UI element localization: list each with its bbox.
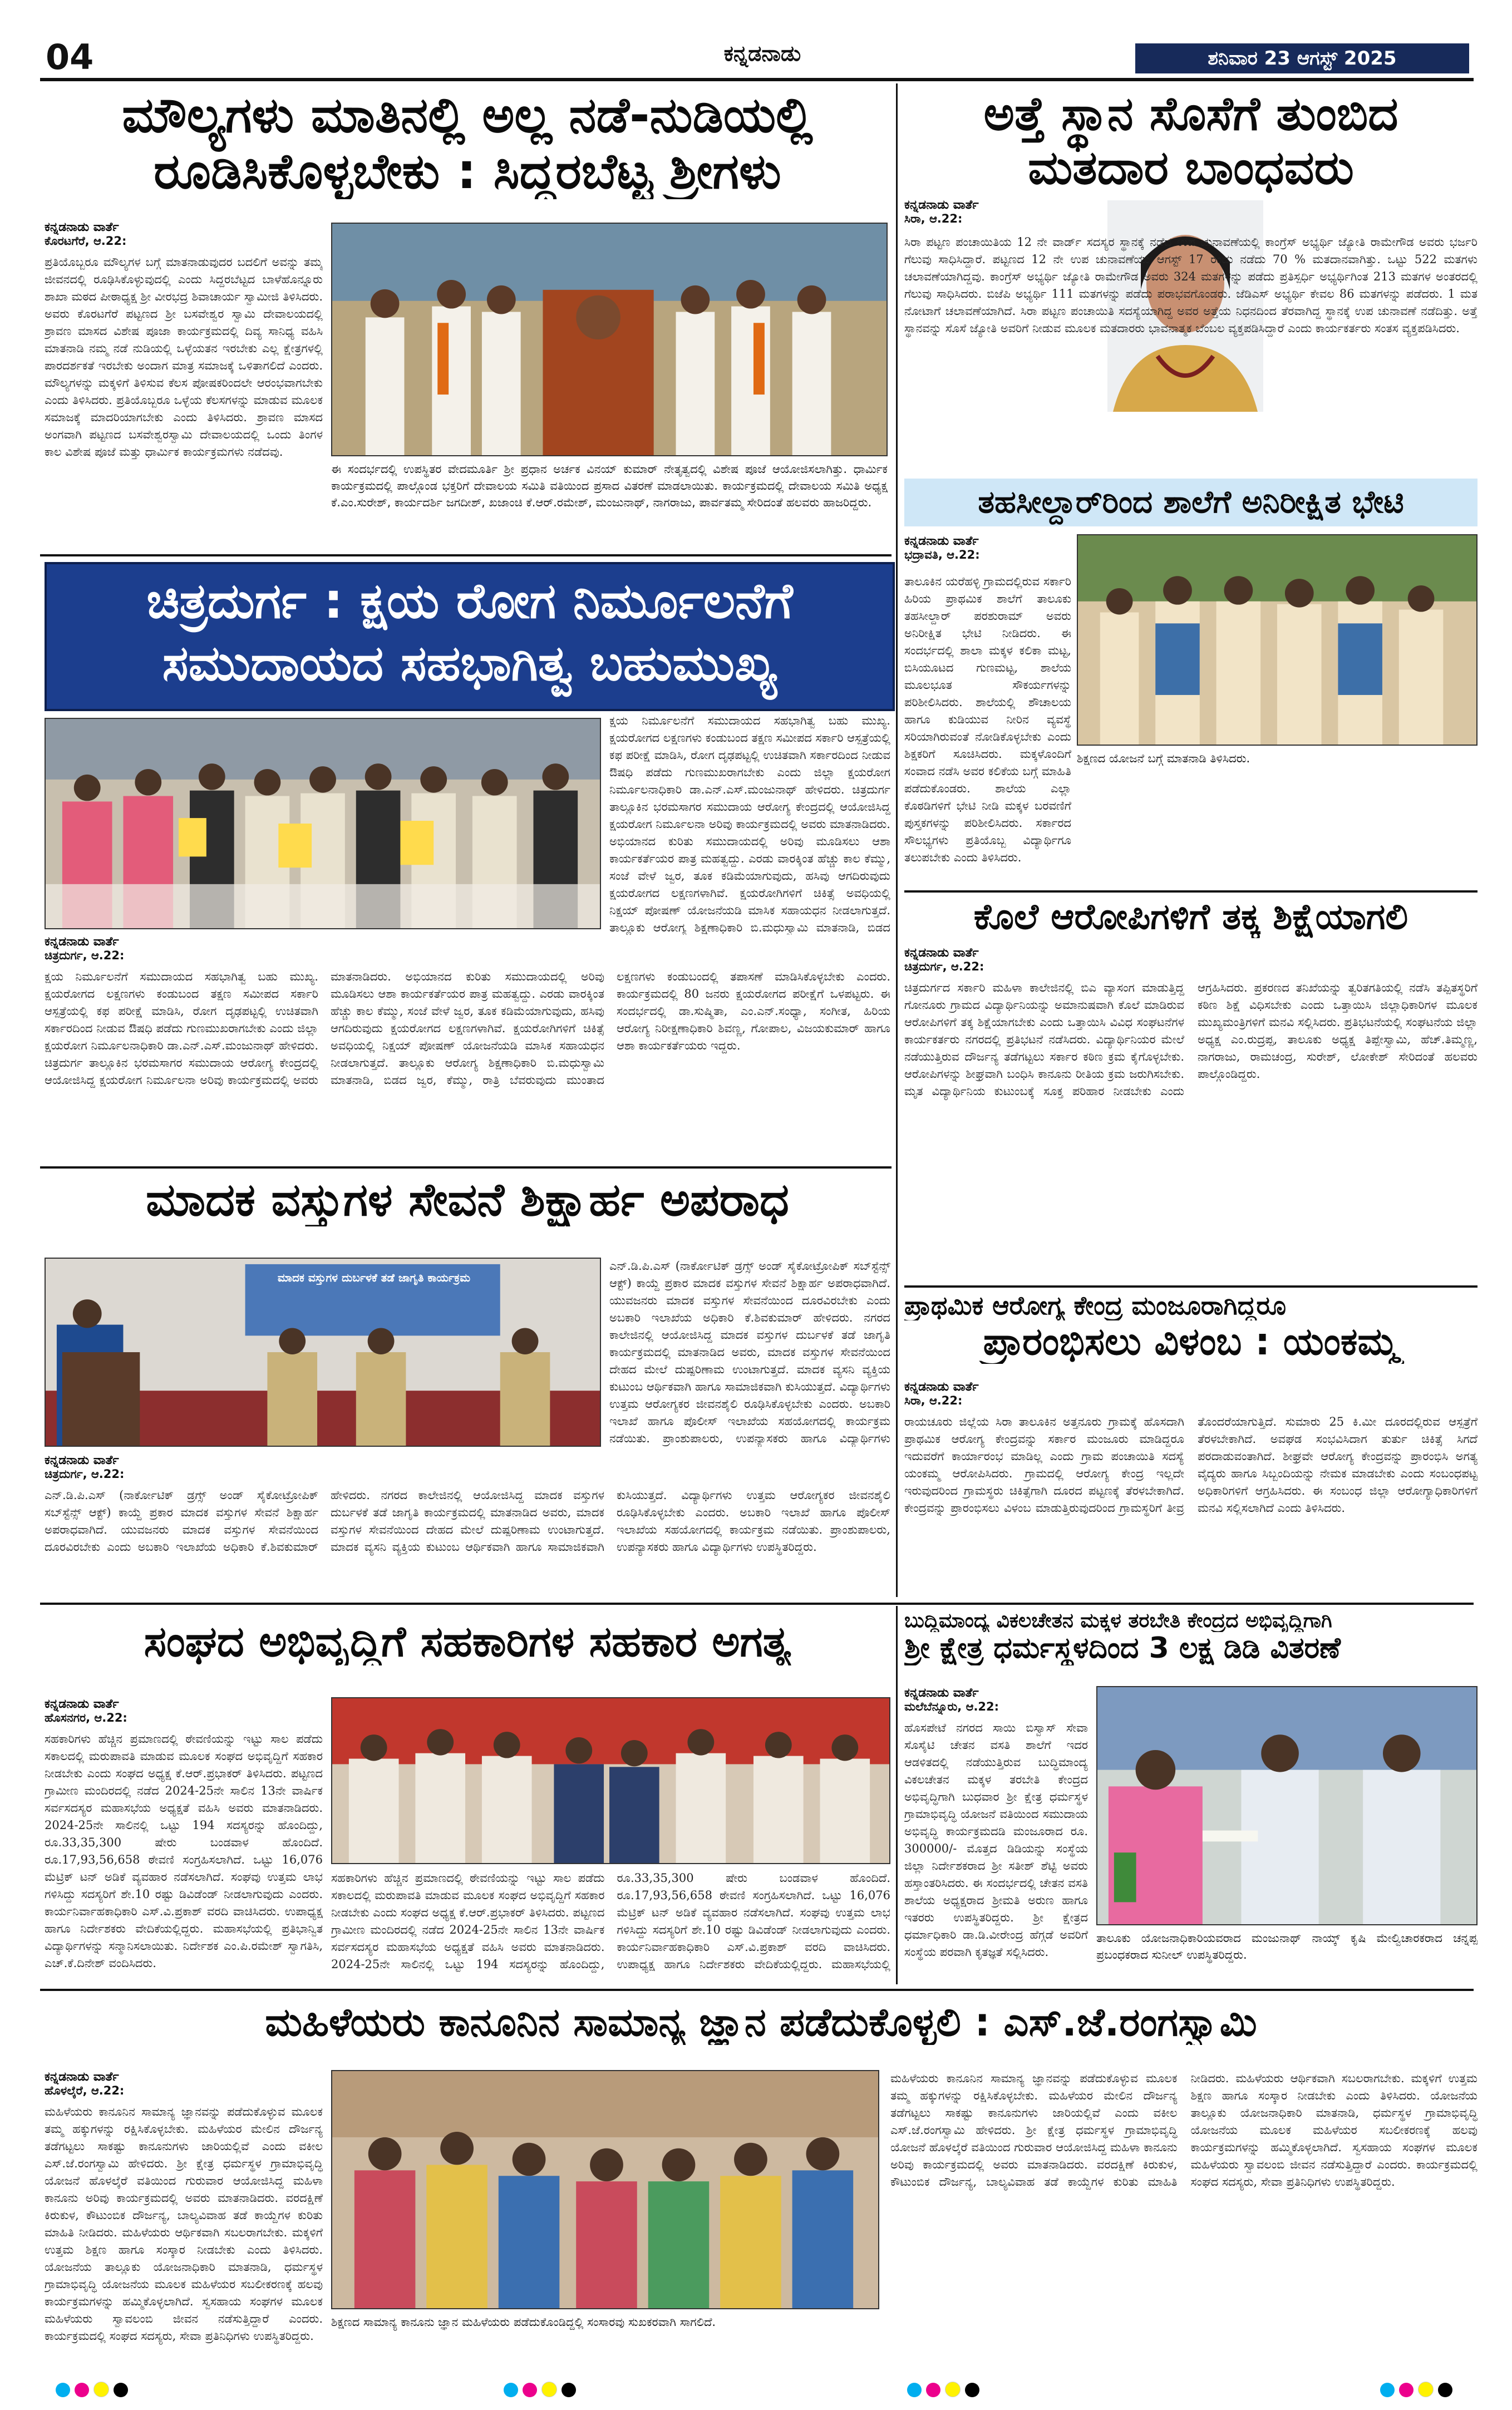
a5-byline: ಕನ್ನಡನಾಡು ವಾರ್ತೆ — [904, 946, 979, 960]
registration-marks-center-left — [504, 2382, 580, 2399]
a8-body-lower: ಸಹಕಾರಿಗಳು ಹೆಚ್ಚಿನ ಪ್ರಮಾಣದಲ್ಲಿ ಠೇವಣಿಯನ್ನು ಇಟ್ಟು ಸಾಲ ಪಡೆದು ಸಕಾಲದಲ್ಲಿ ಮರುಪಾವತಿ ಮಾಡುವ ಮೂಲಕ ಸಂಘದ ಅಭಿವೃದ್ದಿಗೆ ಸಹಕಾರ ನೀಡಬೇಕು ಎಂದು ಸಂಘದ ಅಧ್ಯಕ್ಷ ಕೆ.ಆರ್.ಪ್ರಭಾಕರ್ ತಿಳಿಸಿದರು. ಪಟ್ಟಣದ ಗ್ರಾಮೀಣ ಮಂದಿರದಲ್ಲಿ ನಡೆದ 2024-25ನೇ ಸಾಲಿನ 13ನೇ ವಾರ್ಷಿಕ ಸರ್ವಸದಸ್ಯರ ಮಹಾಸಭೆಯ ಅಧ್ಯಕ್ಷತೆ ವಹಿಸಿ ಅವರು ಮಾತನಾಡಿದರು. 2024-25ನೇ ಸಾಲಿನಲ್ಲಿ ಒಟ್ಟು 194 ಸದಸ್ಯರನ್ನು ಹೊಂದಿದ್ದು, ರೂ.33,35,300 ಷೇರು ಬಂಡವಾಳ ಹೊಂದಿದೆ. ರೂ.17,93,56,658 ಠೇವಣಿ ಸಂಗ್ರಹಿಸಲಾಗಿದೆ. ಒಟ್ಟು 16,076 ಮೆಟ್ರಿಕ್ ಟನ್ ಅಡಿಕೆ ವ್ಯವಹಾರ ನಡೆಸಲಾಗಿದೆ. ಸಂಘವು ಉತ್ತಮ ಲಾಭ ಗಳಿಸಿದ್ದು ಸದಸ್ಯರಿಗೆ ಶೇ.10 ರಷ್ಟು ಡಿವಿಡೆಂಡ್ ನೀಡಲಾಗುವುದು ಎಂದರು. ಕಾರ್ಯನಿರ್ವಾಹಕಾಧಿಕಾರಿ ಎಸ್.ವಿ.ಪ್ರಕಾಶ್ ವರದಿ ವಾಚಿಸಿದರು. ಉಪಾಧ್ಯಕ್ಷ ಹಾಗೂ ನಿರ್ದೇಶಕರು ವೇದಿಕೆಯಲ್ಲಿದ್ದರು. ಮಹಾಸಭೆಯಲ್ಲಿ — [331, 1871, 890, 1971]
a2-headline-line2: ಮತದಾರ ಬಾಂಧವರು — [1028, 140, 1354, 195]
a9-headline — [904, 1609, 1477, 1665]
a4-headline-line1: ಚಿತ್ರದುರ್ಗ : ಕ್ಷಯ ರೋಗ ನಿರ್ಮೂಲನೆಗೆ — [146, 572, 793, 629]
a2-headline-line1: ಅತ್ತೆ ಸ್ಥಾನ ಸೊಸೆಗೆ ತುಂಬಿದ — [983, 87, 1398, 141]
a6-byline: ಕನ್ನಡನಾಡು ವಾರ್ತೆ — [45, 1453, 119, 1467]
section-rule — [904, 1285, 1477, 1288]
header-rule — [40, 78, 1474, 81]
a7-body: ರಾಯಚೂರು ಜಿಲ್ಲೆಯ ಸಿರಾ ತಾಲೂಕಿನ ಅತ್ತನೂರು ಗ್ರಾಮಕ್ಕೆ ಹೊಸದಾಗಿ ಪ್ರಾಥಮಿಕ ಆರೋಗ್ಯ ಕೇಂದ್ರವನ್ನು ಸರ್ಕಾರ ಮಂಜೂರು ಮಾಡಿದ್ದರೂ ಇದುವರೆಗೆ ಕಾರ್ಯಾರಂಭ ಮಾಡಿಲ್ಲ ಎಂದು ಗ್ರಾಮ ಪಂಚಾಯಿತಿ ಸದಸ್ಯೆ ಯಂಕಮ್ಮ ಆರೋಪಿಸಿದರು. ಗ್ರಾಮದಲ್ಲಿ ಆರೋಗ್ಯ ಕೇಂದ್ರ ಇಲ್ಲದೇ ಇರುವುದರಿಂದ ಗ್ರಾಮಸ್ಥರು ಚಿಕಿತ್ಸೆಗಾಗಿ ದೂರದ ಪಟ್ಟಣಕ್ಕೆ ತೆರಳಬೇಕಾಗಿದೆ. ಕೇಂದ್ರವನ್ನು ಪ್ರಾರಂಭಿಸಲು ವಿಳಂಬ ಮಾಡುತ್ತಿರುವುದರಿಂದ ಗ್ರಾಮಸ್ಥರಿಗೆ ತೀವ್ರ ತೊಂದರೆಯಾಗುತ್ತಿದೆ. ಸುಮಾರು 25 ಕಿ.ಮೀ ದೂರದಲ್ಲಿರುವ ಆಸ್ಪತ್ರೆಗೆ ತೆರಳಬೇಕಾಗಿದೆ. ಅವಘಡ ಸಂಭವಿಸಿದಾಗ ತುರ್ತು ಚಿಕಿತ್ಸೆ ಸಿಗದೆ ಪರದಾಡುವಂತಾಗಿದೆ. ಶೀಘ್ರವೇ ಆರೋಗ್ಯ ಕೇಂದ್ರವನ್ನು ಪ್ರಾರಂಭಿಸಿ ಅಗತ್ಯ ವೈದ್ಯರು ಹಾಗೂ ಸಿಬ್ಬಂದಿಯನ್ನು ನೇಮಕ ಮಾಡಬೇಕು ಎಂದು ಸಂಬಂಧಪಟ್ಟ ಅಧಿಕಾರಿಗಳಿಗೆ ಆಗ್ರಹಿಸಿದರು. ಈ ಸಂಬಂಧ ಜಿಲ್ಲಾ ಆರೋಗ್ಯಾಧಿಕಾರಿಗಳಿಗೆ ಮನವಿ ಸಲ್ಲಿಸಲಾಗಿದೆ ಎಂದು ತಿಳಿಸಿದರು. — [904, 1415, 1477, 1515]
a2-body: ಸಿರಾ ಪಟ್ಟಣ ಪಂಚಾಯಿತಿಯ 12 ನೇ ವಾರ್ಡ್ ಸದಸ್ಯರ ಸ್ಥಾನಕ್ಕೆ ನಡೆದ ಉಪ ಚುನಾವಣೆಯಲ್ಲಿ ಕಾಂಗ್ರೆಸ್ ಅಭ್ಯರ್ಥಿ ಜ್ಯೋತಿ ರಾಮೇಗೌಡ ಅವರು ಭರ್ಜರಿ ಗೆಲುವು ಸಾಧಿಸಿದ್ದಾರೆ. ಪಟ್ಟಣದ 12 ನೇ ಉಪ ಚುನಾವಣೆಯು ಆಗಸ್ಟ್ 17 ರಂದು ನಡೆದು 70 % ಮತದಾನವಾಗಿತ್ತು. ಒಟ್ಟು 522 ಮತಗಳು ಚಲಾವಣೆಯಾಗಿದ್ದವು. ಕಾಂಗ್ರೆಸ್ ಅಭ್ಯರ್ಥಿ ಜ್ಯೋತಿ ರಾಮೇಗೌಡ ಅವರು 324 ಮತಗಳನ್ನು ಪಡೆದು ಪ್ರತಿಸ್ಪರ್ಧಿ ಅಭ್ಯರ್ಥಿಗಿಂತ 213 ಮತಗಳ ಅಂತರದಲ್ಲಿ ಗೆಲುವು ಸಾಧಿಸಿದರು. ಬಿಜೆಪಿ ಅಭ್ಯರ್ಥಿ 111 ಮತಗಳನ್ನು ಪಡೆದು ಪರಾಭವಗೊಂಡರು. ಜೆಡಿಎಸ್ ಅಭ್ಯರ್ಥಿ ಕೇವಲ 86 ಮತಗಳನ್ನು ಪಡೆದರು. 1 ಮತ ನೋಟಾಗೆ ಚಲಾವಣೆಯಾಗಿದೆ. ಸಿರಾ ಪಟ್ಟಣ ಪಂಚಾಯಿತಿ ಸದಸ್ಯೆಯಾಗಿದ್ದ ಅವರ ಅತ್ತೆಯ ನಿಧನದಿಂದ ತೆರವಾಗಿದ್ದ ಸ್ಥಾನಕ್ಕೆ ಉಪ ಚುನಾವಣೆ ನಡೆದಿತ್ತು. ಅತ್ತೆ ಸ್ಥಾನವನ್ನು ಸೊಸೆ ಜ್ಯೋತಿ ಅವರಿಗೆ ನೀಡುವ ಮೂಲಕ ಮತದಾರರು ಭಾವನಾತ್ಮಕ ಬೆಂಬಲ ವ್ಯಕ್ತಪಡಿಸಿದ್ದಾರೆ ಎಂದು ಕಾರ್ಯಕರ್ತರು ಸಂತಸ ವ್ಯಕ್ತಪಡಿಸಿದರು. — [904, 235, 1477, 335]
a10-byline-block — [45, 2070, 323, 2098]
cyan-dot — [56, 2383, 70, 2397]
a8-headline: ಸಂಘದ ಅಭಿವೃದ್ದಿಗೆ ಸಹಕಾರಿಗಳ ಸಹಕಾರ ಅಗತ್ಯ — [144, 1617, 791, 1666]
a6-photo — [45, 1258, 601, 1447]
a3-dateline: ಭದ್ರಾವತಿ, ಆ.22: — [904, 548, 980, 561]
a8-byline: ಕನ್ನಡನಾಡು ವಾರ್ತೆ — [45, 1697, 119, 1711]
a6-byline-block — [45, 1453, 245, 1481]
yellow-dot — [93, 2382, 109, 2397]
a5-headline: ಕೊಲೆ ಆರೋಪಿಗಳಿಗೆ ತಕ್ಕ ಶಿಕ್ಷೆಯಾಗಲಿ — [973, 897, 1408, 938]
a3-headline-band — [904, 479, 1477, 526]
masthead: ಕನ್ನಡನಾಡು — [723, 41, 801, 66]
section-rule — [40, 554, 892, 556]
a3-body: ತಾಲೂಕಿನ ಯರೆಹಳ್ಳಿ ಗ್ರಾಮದಲ್ಲಿರುವ ಸರ್ಕಾರಿ ಹಿರಿಯ ಪ್ರಾಥಮಿಕ ಶಾಲೆಗೆ ತಾಲೂಕು ತಹಸೀಲ್ದಾರ್ ಪರಶುರಾಮ್ ಅವರು ಅನಿರೀಕ್ಷಿತ ಭೇಟಿ ನೀಡಿದರು. ಈ ಸಂದರ್ಭದಲ್ಲಿ ಶಾಲಾ ಮಕ್ಕಳ ಕಲಿಕಾ ಮಟ್ಟ, ಬಿಸಿಯೂಟದ ಗುಣಮಟ್ಟ, ಶಾಲೆಯ ಮೂಲಭೂತ ಸೌಕರ್ಯಗಳನ್ನು ಪರಿಶೀಲಿಸಿದರು. ಶಾಲೆಯಲ್ಲಿ ಶೌಚಾಲಯ ಹಾಗೂ ಕುಡಿಯುವ ನೀರಿನ ವ್ಯವಸ್ಥೆ ಸರಿಯಾಗಿರುವಂತೆ ನೋಡಿಕೊಳ್ಳಬೇಕು ಎಂದು ಶಿಕ್ಷಕರಿಗೆ ಸೂಚಿಸಿದರು. ಮಕ್ಕಳೊಂದಿಗೆ ಸಂವಾದ ನಡೆಸಿ ಅವರ ಕಲಿಕೆಯ ಬಗ್ಗೆ ಮಾಹಿತಿ ಪಡೆದುಕೊಂಡರು. ಶಾಲೆಯ ಎಲ್ಲಾ ಕೊಠಡಿಗಳಿಗೆ ಭೇಟಿ ನೀಡಿ ಮಕ್ಕಳ ಬರವಣಿಗೆ ಪುಸ್ತಕಗಳನ್ನು ಪರಿಶೀಲಿಸಿದರು. ಸರ್ಕಾರದ ಸೌಲಭ್ಯಗಳು ಪ್ರತಿಯೊಬ್ಬ ವಿದ್ಯಾರ್ಥಿಗೂ ತಲುಪಬೇಕು ಎಂದು ತಿಳಿಸಿದರು. — [904, 575, 1071, 864]
a1-body: ಪ್ರತಿಯೊಬ್ಬರೂ ಮೌಲ್ಯಗಳ ಬಗ್ಗೆ ಮಾತನಾಡುವುದರ ಬದಲಿಗೆ ಅವನ್ನು ತಮ್ಮ ಜೀವನದಲ್ಲಿ ರೂಢಿಸಿಕೊಳ್ಳುವುದಲ್ಲಿ ಎಂದು ಸಿದ್ದರಬೆಟ್ಟದ ಬಾಳೆಹೊನ್ನೂರು ಶಾಖಾ ಮಠದ ಪೀಠಾಧ್ಯಕ್ಷ ಶ್ರೀ ವೀರಭದ್ರ ಶಿವಾಚಾರ್ಯ ಸ್ವಾಮೀಜಿ ತಿಳಿಸಿದರು. ಅವರು ಕೊರಟಗೆರೆ ಪಟ್ಟಣದ ಶ್ರೀ ಬಸವೇಶ್ವರ ಸ್ವಾಮಿ ದೇವಾಲಯದಲ್ಲಿ ಶ್ರಾವಣ ಮಾಸದ ವಿಶೇಷ ಪೂಜಾ ಕಾರ್ಯಕ್ರಮದಲ್ಲಿ ದಿವ್ಯ ಸಾನಿಧ್ಯ ವಹಿಸಿ ಮಾತನಾಡಿ ನಮ್ಮ ನಡೆ ನುಡಿಯಲ್ಲಿ ಒಳ್ಳೆಯತನ ಇರಬೇಕು ಎಲ್ಲ ಕ್ಷೇತ್ರಗಳಲ್ಲಿ ಪಾರದರ್ಶಕತೆ ಇರಬೇಕು ಅಂದಾಗ ಮಾತ್ರ ಸಮಾಜಕ್ಕೆ ಒಳಿತಾಗಲಿದೆ ಎಂದರು. ಮೌಲ್ಯಗಳನ್ನು ಮಕ್ಕಳಿಗೆ ತಿಳಿಸುವ ಕೆಲಸ ಪೋಷಕರಿಂದಲೇ ಆರಂಭವಾಗಬೇಕು ಎಂದು ತಿಳಿಸಿದರು. ಪ್ರತಿಯೊಬ್ಬರೂ ಒಳ್ಳೆಯ ಕೆಲಸಗಳನ್ನು ಮಾಡುವ ಮೂಲಕ ಸಮಾಜಕ್ಕೆ ಮಾದರಿಯಾಗಬೇಕು ಎಂದು ತಿಳಿಸಿದರು. ಶ್ರಾವಣ ಮಾಸದ ಅಂಗವಾಗಿ ಪಟ್ಟಣದ ಬಸವೇಶ್ವರಸ್ವಾಮಿ ದೇವಾಲಯದಲ್ಲಿ ಒಂದು ತಿಂಗಳ ಕಾಲ ವಿಶೇಷ ಪೂಜೆ ಮತ್ತು ಧಾರ್ಮಿಕ ಕಾರ್ಯಕ್ರಮಗಳು ನಡೆದವು. — [45, 255, 323, 459]
magenta-dot — [1399, 2383, 1414, 2397]
a3-headline: ತಹಸೀಲ್ದಾರ್‌ರಿಂದ ಶಾಲೆಗೆ ಅನಿರೀಕ್ಷಿತ ಭೇಟಿ — [978, 484, 1404, 520]
a10-photo — [331, 2070, 879, 2309]
a7-dateline: ಸಿರಾ, ಆ.22: — [904, 1394, 963, 1407]
section-rule — [904, 890, 1477, 893]
a3-photo — [1077, 534, 1477, 746]
column-divider — [896, 83, 898, 1597]
a7-headline-line2: ಪ್ರಾರಂಭಿಸಲು ವಿಳಂಬ : ಯಂಕಮ್ಮ — [983, 1320, 1399, 1364]
a7-headline — [904, 1291, 1477, 1364]
registration-marks-right — [1380, 2382, 1457, 2399]
registration-marks-left — [56, 2382, 132, 2399]
a2-dateline: ಸಿರಾ, ಆ.22: — [904, 212, 963, 225]
a1-photo — [331, 223, 888, 456]
registration-marks-center-right — [907, 2382, 984, 2399]
a1-dateline: ಕೊರಟಗೆರೆ, ಆ.22: — [45, 234, 127, 248]
section-rule — [40, 1166, 892, 1169]
a4-body-side: ಕ್ಷಯ ನಿರ್ಮೂಲನೆಗೆ ಸಮುದಾಯದ ಸಹಭಾಗಿತ್ವ ಬಹು ಮುಖ್ಯ. ಕ್ಷಯರೋಗದ ಲಕ್ಷಣಗಳು ಕಂಡುಬಂದ ತಕ್ಷಣ ಸಮೀಪದ ಸರ್ಕಾರಿ ಆಸ್ಪತ್ರೆಯಲ್ಲಿ ಕಫ ಪರೀಕ್ಷೆ ಮಾಡಿಸಿ, ರೋಗ ದೃಢಪಟ್ಟಲ್ಲಿ ಉಚಿತವಾಗಿ ಸರ್ಕಾರದಿಂದ ನೀಡುವ ಔಷಧಿ ಪಡೆದು ಗುಣಮುಖರಾಗಬೇಕು ಎಂದು ಜಿಲ್ಲಾ ಕ್ಷಯರೋಗ ನಿರ್ಮೂಲನಾಧಿಕಾರಿ ಡಾ.ಎನ್.ಎಸ್.ಮಂಜುನಾಥ್ ಹೇಳಿದರು. ಚಿತ್ರದುರ್ಗ ತಾಲ್ಲೂಕಿನ ಭರಮಸಾಗರ ಸಮುದಾಯ ಆರೋಗ್ಯ ಕೇಂದ್ರದಲ್ಲಿ ಆಯೋಜಿಸಿದ್ದ ಕ್ಷಯರೋಗ ನಿರ್ಮೂಲನಾ ಅರಿವು ಕಾರ್ಯಕ್ರಮದಲ್ಲಿ ಅವರು ಮಾತನಾಡಿದರು. ಅಭಿಯಾನದ ಕುರಿತು ಸಮುದಾಯದಲ್ಲಿ ಅರಿವು ಮೂಡಿಸಲು ಆಶಾ ಕಾರ್ಯಕರ್ತೆಯರ ಪಾತ್ರ ಮಹತ್ವದ್ದು. ಎರಡು ವಾರಕ್ಕಿಂತ ಹೆಚ್ಚು ಕಾಲ ಕೆಮ್ಮು, ಸಂಜೆ ವೇಳೆ ಜ್ವರ, ತೂಕ ಕಡಿಮೆಯಾಗುವುದು, ಹಸಿವು ಆಗದಿರುವುದು ಕ್ಷಯರೋಗದ ಲಕ್ಷಣಗಳಾಗಿವೆ. ಕ್ಷಯರೋಗಿಗಳಿಗೆ ಚಿಕಿತ್ಸೆ ಅವಧಿಯಲ್ಲಿ ನಿಕ್ಷಯ್ ಪೋಷಣ್ ಯೋಜನೆಯಡಿ ಮಾಸಿಕ ಸಹಾಯಧನ ನೀಡಲಾಗುತ್ತದೆ. ತಾಲ್ಲೂಕು ಆರೋಗ್ಯ ಶಿಕ್ಷಣಾಧಿಕಾರಿ ಬಿ.ಮಧುಸ್ವಾಮಿ ಮಾತನಾಡಿ, ಬಿಡದ — [609, 714, 890, 934]
cyan-dot — [907, 2383, 922, 2397]
black-dot — [965, 2383, 979, 2397]
a10-headline: ಮಹಿಳೆಯರು ಕಾನೂನಿನ ಸಾಮಾನ್ಯ ಜ್ಞಾನ ಪಡೆದುಕೊಳ್ಳಲಿ : ಎಸ್.ಜೆ.ರಂಗಸ್ವಾಮಿ — [265, 2000, 1257, 2045]
a7-headline-line1: ಪ್ರಾಥಮಿಕ ಆರೋಗ್ಯ ಕೇಂದ್ರ ಮಂಜೂರಾಗಿದ್ದರೂ — [904, 1291, 1287, 1320]
a4-body: ಕ್ಷಯ ನಿರ್ಮೂಲನೆಗೆ ಸಮುದಾಯದ ಸಹಭಾಗಿತ್ವ ಬಹು ಮುಖ್ಯ. ಕ್ಷಯರೋಗದ ಲಕ್ಷಣಗಳು ಕಂಡುಬಂದ ತಕ್ಷಣ ಸಮೀಪದ ಸರ್ಕಾರಿ ಆಸ್ಪತ್ರೆಯಲ್ಲಿ ಕಫ ಪರೀಕ್ಷೆ ಮಾಡಿಸಿ, ರೋಗ ದೃಢಪಟ್ಟಲ್ಲಿ ಉಚಿತವಾಗಿ ಸರ್ಕಾರದಿಂದ ನೀಡುವ ಔಷಧಿ ಪಡೆದು ಗುಣಮುಖರಾಗಬೇಕು ಎಂದು ಜಿಲ್ಲಾ ಕ್ಷಯರೋಗ ನಿರ್ಮೂಲನಾಧಿಕಾರಿ ಡಾ.ಎನ್.ಎಸ್.ಮಂಜುನಾಥ್ ಹೇಳಿದರು. ಚಿತ್ರದುರ್ಗ ತಾಲ್ಲೂಕಿನ ಭರಮಸಾಗರ ಸಮುದಾಯ ಆರೋಗ್ಯ ಕೇಂದ್ರದಲ್ಲಿ ಆಯೋಜಿಸಿದ್ದ ಕ್ಷಯರೋಗ ನಿರ್ಮೂಲನಾ ಅರಿವು ಕಾರ್ಯಕ್ರಮದಲ್ಲಿ ಅವರು ಮಾತನಾಡಿದರು. ಅಭಿಯಾನದ ಕುರಿತು ಸಮುದಾಯದಲ್ಲಿ ಅರಿವು ಮೂಡಿಸಲು ಆಶಾ ಕಾರ್ಯಕರ್ತೆಯರ ಪಾತ್ರ ಮಹತ್ವದ್ದು. ಎರಡು ವಾರಕ್ಕಿಂತ ಹೆಚ್ಚು ಕಾಲ ಕೆಮ್ಮು, ಸಂಜೆ ವೇಳೆ ಜ್ವರ, ತೂಕ ಕಡಿಮೆಯಾಗುವುದು, ಹಸಿವು ಆಗದಿರುವುದು ಕ್ಷಯರೋಗದ ಲಕ್ಷಣಗಳಾಗಿವೆ. ಕ್ಷಯರೋಗಿಗಳಿಗೆ ಚಿಕಿತ್ಸೆ ಅವಧಿಯಲ್ಲಿ ನಿಕ್ಷಯ್ ಪೋಷಣ್ ಯೋಜನೆಯಡಿ ಮಾಸಿಕ ಸಹಾಯಧನ ನೀಡಲಾಗುತ್ತದೆ. ತಾಲ್ಲೂಕು ಆರೋಗ್ಯ ಶಿಕ್ಷಣಾಧಿಕಾರಿ ಬಿ.ಮಧುಸ್ವಾಮಿ ಮಾತನಾಡಿ, ಬಿಡದ ಜ್ವರ, ಕೆಮ್ಮು, ರಾತ್ರಿ ಬೆವರುವುದು ಮುಂತಾದ ಲಕ್ಷಣಗಳು ಕಂಡುಬಂದಲ್ಲಿ ತಪಾಸಣೆ ಮಾಡಿಸಿಕೊಳ್ಳಬೇಕು ಎಂದರು. ಕಾರ್ಯಕ್ರಮದಲ್ಲಿ 80 ಜನರು ಕ್ಷಯರೋಗದ ಪರೀಕ್ಷೆಗೆ ಒಳಪಟ್ಟರು. ಈ ಸಂದರ್ಭದಲ್ಲಿ ಡಾ.ಸುಷ್ಮಿತಾ, ಎಂ.ಎನ್.ಸಂಧ್ಯಾ, ಸಂಗೀತ, ಹಿರಿಯ ಆರೋಗ್ಯ ನಿರೀಕ್ಷಣಾಧಿಕಾರಿ ಶಿವಣ್ಣ, ಗೋಪಾಲ, ವಿಜಯಕುಮಾರ್ ಹಾಗೂ ಆಶಾ ಕಾರ್ಯಕರ್ತೆಯರು ಇದ್ದರು. — [45, 970, 890, 1087]
a6-dateline: ಚಿತ್ರದುರ್ಗ, ಆ.22: — [45, 1467, 125, 1481]
magenta-dot — [523, 2383, 537, 2397]
a10-body: ಮಹಿಳೆಯರು ಕಾನೂನಿನ ಸಾಮಾನ್ಯ ಜ್ಞಾನವನ್ನು ಪಡೆದುಕೊಳ್ಳುವ ಮೂಲಕ ತಮ್ಮ ಹಕ್ಕುಗಳನ್ನು ರಕ್ಷಿಸಿಕೊಳ್ಳಬೇಕು. ಮಹಿಳೆಯರ ಮೇಲಿನ ದೌರ್ಜನ್ಯ ತಡೆಗಟ್ಟಲು ಸಾಕಷ್ಟು ಕಾನೂನುಗಳು ಜಾರಿಯಲ್ಲಿವೆ ಎಂದು ವಕೀಲ ಎಸ್.ಜೆ.ರಂಗಸ್ವಾಮಿ ಹೇಳಿದರು. ಶ್ರೀ ಕ್ಷೇತ್ರ ಧರ್ಮಸ್ಥಳ ಗ್ರಾಮಾಭಿವೃದ್ಧಿ ಯೋಜನೆ ಹೊಳಲ್ಕೆರೆ ವತಿಯಿಂದ ಗುರುವಾರ ಆಯೋಜಿಸಿದ್ದ ಮಹಿಳಾ ಕಾನೂನು ಅರಿವು ಕಾರ್ಯಕ್ರಮದಲ್ಲಿ ಅವರು ಮಾತನಾಡಿದರು. ವರದಕ್ಷಿಣೆ ಕಿರುಕುಳ, ಕೌಟುಂಬಿಕ ದೌರ್ಜನ್ಯ, ಬಾಲ್ಯವಿವಾಹ ತಡೆ ಕಾಯ್ದೆಗಳ ಕುರಿತು ಮಾಹಿತಿ ನೀಡಿದರು. ಮಹಿಳೆಯರು ಆರ್ಥಿಕವಾಗಿ ಸಬಲರಾಗಬೇಕು. ಮಕ್ಕಳಿಗೆ ಉತ್ತಮ ಶಿಕ್ಷಣ ಹಾಗೂ ಸಂಸ್ಕಾರ ನೀಡಬೇಕು ಎಂದು ತಿಳಿಸಿದರು. ಯೋಜನೆಯ ತಾಲ್ಲೂಕು ಯೋಜನಾಧಿಕಾರಿ ಮಾತನಾಡಿ, ಧರ್ಮಸ್ಥಳ ಗ್ರಾಮಾಭಿವೃದ್ಧಿ ಯೋಜನೆಯ ಮೂಲಕ ಮಹಿಳೆಯರ ಸಬಲೀಕರಣಕ್ಕೆ ಹಲವು ಕಾರ್ಯಕ್ರಮಗಳನ್ನು ಹಮ್ಮಿಕೊಳ್ಳಲಾಗಿದೆ. ಸ್ವಸಹಾಯ ಸಂಘಗಳ ಮೂಲಕ ಮಹಿಳೆಯರು ಸ್ವಾವಲಂಬಿ ಜೀವನ ನಡೆಸುತ್ತಿದ್ದಾರೆ ಎಂದರು. ಕಾರ್ಯಕ್ರಮದಲ್ಲಿ ಸಂಘದ ಸದಸ್ಯರು, ಸೇವಾ ಪ್ರತಿನಿಧಿಗಳು ಉಪಸ್ಥಿತರಿದ್ದರು. — [45, 2105, 323, 2343]
a3-byline-block — [904, 534, 1071, 562]
section-rule — [40, 1603, 1474, 1605]
cyan-dot — [504, 2383, 518, 2397]
a9-headline-line2: ಶ್ರೀ ಕ್ಷೇತ್ರ ಧರ್ಮಸ್ಥಳದಿಂದ 3 ಲಕ್ಷ ಡಿಡಿ ವಿತರಣೆ — [904, 1632, 1341, 1665]
a10-body-right: ಮಹಿಳೆಯರು ಕಾನೂನಿನ ಸಾಮಾನ್ಯ ಜ್ಞಾನವನ್ನು ಪಡೆದುಕೊಳ್ಳುವ ಮೂಲಕ ತಮ್ಮ ಹಕ್ಕುಗಳನ್ನು ರಕ್ಷಿಸಿಕೊಳ್ಳಬೇಕು. ಮಹಿಳೆಯರ ಮೇಲಿನ ದೌರ್ಜನ್ಯ ತಡೆಗಟ್ಟಲು ಸಾಕಷ್ಟು ಕಾನೂನುಗಳು ಜಾರಿಯಲ್ಲಿವೆ ಎಂದು ವಕೀಲ ಎಸ್.ಜೆ.ರಂಗಸ್ವಾಮಿ ಹೇಳಿದರು. ಶ್ರೀ ಕ್ಷೇತ್ರ ಧರ್ಮಸ್ಥಳ ಗ್ರಾಮಾಭಿವೃದ್ಧಿ ಯೋಜನೆ ಹೊಳಲ್ಕೆರೆ ವತಿಯಿಂದ ಗುರುವಾರ ಆಯೋಜಿಸಿದ್ದ ಮಹಿಳಾ ಕಾನೂನು ಅರಿವು ಕಾರ್ಯಕ್ರಮದಲ್ಲಿ ಅವರು ಮಾತನಾಡಿದರು. ವರದಕ್ಷಿಣೆ ಕಿರುಕುಳ, ಕೌಟುಂಬಿಕ ದೌರ್ಜನ್ಯ, ಬಾಲ್ಯವಿವಾಹ ತಡೆ ಕಾಯ್ದೆಗಳ ಕುರಿತು ಮಾಹಿತಿ ನೀಡಿದರು. ಮಹಿಳೆಯರು ಆರ್ಥಿಕವಾಗಿ ಸಬಲರಾಗಬೇಕು. ಮಕ್ಕಳಿಗೆ ಉತ್ತಮ ಶಿಕ್ಷಣ ಹಾಗೂ ಸಂಸ್ಕಾರ ನೀಡಬೇಕು ಎಂದು ತಿಳಿಸಿದರು. ಯೋಜನೆಯ ತಾಲ್ಲೂಕು ಯೋಜನಾಧಿಕಾರಿ ಮಾತನಾಡಿ, ಧರ್ಮಸ್ಥಳ ಗ್ರಾಮಾಭಿವೃದ್ಧಿ ಯೋಜನೆಯ ಮೂಲಕ ಮಹಿಳೆಯರ ಸಬಲೀಕರಣಕ್ಕೆ ಹಲವು ಕಾರ್ಯಕ್ರಮಗಳನ್ನು ಹಮ್ಮಿಕೊಳ್ಳಲಾಗಿದೆ. ಸ್ವಸಹಾಯ ಸಂಘಗಳ ಮೂಲಕ ಮಹಿಳೆಯರು ಸ್ವಾವಲಂಬಿ ಜೀವನ ನಡೆಸುತ್ತಿದ್ದಾರೆ ಎಂದರು. ಕಾರ್ಯಕ್ರಮದಲ್ಲಿ ಸಂಘದ ಸದಸ್ಯರು, ಸೇವಾ ಪ್ರತಿನಿಧಿಗಳು ಉಪಸ್ಥಿತರಿದ್ದರು. — [890, 2072, 1477, 2189]
a9-headline-line1: ಬುದ್ಧಿಮಾಂದ್ಯ ವಿಕಲಚೇತನ ಮಕ್ಕಳ ತರಬೇತಿ ಕೇಂದ್ರದ ಅಭಿವೃದ್ಧಿಗಾಗಿ — [904, 1609, 1332, 1632]
a2-byline: ಕನ್ನಡನಾಡು ವಾರ್ತೆ — [904, 198, 979, 212]
a3-caption: ಶಿಕ್ಷಣದ ಯೋಜನೆ ಬಗ್ಗೆ ಮಾತನಾಡಿ ತಿಳಿಸಿದರು. — [1077, 752, 1250, 765]
a6-body-side: ಎನ್.ಡಿ.ಪಿ.ಎಸ್ (ನಾರ್ಕೋಟಿಕ್ ಡ್ರಗ್ಸ್ ಅಂಡ್ ಸೈಕೋಟ್ರೋಪಿಕ್ ಸಬ್‌ಸ್ಟೆನ್ಸ್ ಆಕ್ಟ್) ಕಾಯ್ದೆ ಪ್ರಕಾರ ಮಾದಕ ವಸ್ತುಗಳ ಸೇವನೆ ಶಿಕ್ಷಾರ್ಹ ಅಪರಾಧವಾಗಿದೆ. ಯುವಜನರು ಮಾದಕ ವಸ್ತುಗಳ ಸೇವನೆಯಿಂದ ದೂರವಿರಬೇಕು ಎಂದು ಅಬಕಾರಿ ಇಲಾಖೆಯ ಅಧಿಕಾರಿ ಕೆ.ಶಿವಕುಮಾರ್ ಹೇಳಿದರು. ನಗರದ ಕಾಲೇಜಿನಲ್ಲಿ ಆಯೋಜಿಸಿದ್ದ ಮಾದಕ ವಸ್ತುಗಳ ದುರ್ಬಳಕೆ ತಡೆ ಜಾಗೃತಿ ಕಾರ್ಯಕ್ರಮದಲ್ಲಿ ಮಾತನಾಡಿದ ಅವರು, ಮಾದಕ ವಸ್ತುಗಳ ಸೇವನೆಯಿಂದ ದೇಹದ ಮೇಲೆ ದುಷ್ಪರಿಣಾಮ ಉಂಟಾಗುತ್ತದೆ. ಮಾದಕ ವ್ಯಸನಿ ವ್ಯಕ್ತಿಯ ಕುಟುಂಬ ಆರ್ಥಿಕವಾಗಿ ಹಾಗೂ ಸಾಮಾಜಿಕವಾಗಿ ಕುಸಿಯುತ್ತದೆ. ವಿದ್ಯಾರ್ಥಿಗಳು ಉತ್ತಮ ಆರೋಗ್ಯಕರ ಜೀವನಶೈಲಿ ರೂಢಿಸಿಕೊಳ್ಳಬೇಕು ಎಂದರು. ಅಬಕಾರಿ ಇಲಾಖೆ ಹಾಗೂ ಪೊಲೀಸ್ ಇಲಾಖೆಯ ಸಹಯೋಗದಲ್ಲಿ ಕಾರ್ಯಕ್ರಮ ನಡೆಯಿತು. ಪ್ರಾಂಶುಪಾಲರು, ಉಪನ್ಯಾಸಕರು ಹಾಗೂ ವಿದ್ಯಾರ್ಥಿಗಳು — [609, 1259, 890, 1445]
a1-byline: ಕನ್ನಡನಾಡು ವಾರ್ತೆ — [45, 220, 119, 234]
yellow-dot — [541, 2382, 557, 2397]
a9-photo — [1096, 1686, 1477, 1925]
black-dot — [562, 2383, 576, 2397]
section-rule — [40, 1989, 1474, 1991]
date-box — [1135, 43, 1469, 73]
a5-byline-block — [904, 946, 1183, 974]
a9-byline-block — [904, 1686, 1088, 1714]
yellow-dot — [945, 2382, 961, 2397]
a10-dateline: ಹೊಳಲ್ಕೆರೆ, ಆ.22: — [45, 2084, 125, 2097]
a4-headline-band — [45, 562, 895, 711]
a8-body: ಸಹಕಾರಿಗಳು ಹೆಚ್ಚಿನ ಪ್ರಮಾಣದಲ್ಲಿ ಠೇವಣಿಯನ್ನು ಇಟ್ಟು ಸಾಲ ಪಡೆದು ಸಕಾಲದಲ್ಲಿ ಮರುಪಾವತಿ ಮಾಡುವ ಮೂಲಕ ಸಂಘದ ಅಭಿವೃದ್ದಿಗೆ ಸಹಕಾರ ನೀಡಬೇಕು ಎಂದು ಸಂಘದ ಅಧ್ಯಕ್ಷ ಕೆ.ಆರ್.ಪ್ರಭಾಕರ್ ತಿಳಿಸಿದರು. ಪಟ್ಟಣದ ಗ್ರಾಮೀಣ ಮಂದಿರದಲ್ಲಿ ನಡೆದ 2024-25ನೇ ಸಾಲಿನ 13ನೇ ವಾರ್ಷಿಕ ಸರ್ವಸದಸ್ಯರ ಮಹಾಸಭೆಯ ಅಧ್ಯಕ್ಷತೆ ವಹಿಸಿ ಅವರು ಮಾತನಾಡಿದರು. 2024-25ನೇ ಸಾಲಿನಲ್ಲಿ ಒಟ್ಟು 194 ಸದಸ್ಯರನ್ನು ಹೊಂದಿದ್ದು, ರೂ.33,35,300 ಷೇರು ಬಂಡವಾಳ ಹೊಂದಿದೆ. ರೂ.17,93,56,658 ಠೇವಣಿ ಸಂಗ್ರಹಿಸಲಾಗಿದೆ. ಒಟ್ಟು 16,076 ಮೆಟ್ರಿಕ್ ಟನ್ ಅಡಿಕೆ ವ್ಯವಹಾರ ನಡೆಸಲಾಗಿದೆ. ಸಂಘವು ಉತ್ತಮ ಲಾಭ ಗಳಿಸಿದ್ದು ಸದಸ್ಯರಿಗೆ ಶೇ.10 ರಷ್ಟು ಡಿವಿಡೆಂಡ್ ನೀಡಲಾಗುವುದು ಎಂದರು. ಕಾರ್ಯನಿರ್ವಾಹಕಾಧಿಕಾರಿ ಎಸ್.ವಿ.ಪ್ರಕಾಶ್ ವರದಿ ವಾಚಿಸಿದರು. ಉಪಾಧ್ಯಕ್ಷ ಹಾಗೂ ನಿರ್ದೇಶಕರು ವೇದಿಕೆಯಲ್ಲಿದ್ದರು. ಮಹಾಸಭೆಯಲ್ಲಿ ಪ್ರತಿಭಾನ್ವಿತ ವಿದ್ಯಾರ್ಥಿಗಳನ್ನು ಸನ್ಮಾನಿಸಲಾಯಿತು. ನಿರ್ದೇಶಕ ಎಂ.ಪಿ.ರಮೇಶ್ ಸ್ವಾಗತಿಸಿ, ಎಚ್.ಕೆ.ದಿನೇಶ್ ವಂದಿಸಿದರು. — [45, 1732, 323, 1970]
a1-headline-line2: ರೂಡಿಸಿಕೊಳ್ಳಬೇಕು : ಸಿದ್ದರಬೆಟ್ಟ ಶ್ರೀಗಳು — [154, 142, 781, 200]
a9-dateline: ಮಲೆಬೆನ್ನೂರು, ಆ.22: — [904, 1700, 999, 1713]
a7-byline-block — [904, 1380, 1183, 1408]
a9-byline: ಕನ್ನಡನಾಡು ವಾರ್ತೆ — [904, 1686, 979, 1700]
a6-body: ಎನ್.ಡಿ.ಪಿ.ಎಸ್ (ನಾರ್ಕೋಟಿಕ್ ಡ್ರಗ್ಸ್ ಅಂಡ್ ಸೈಕೋಟ್ರೋಪಿಕ್ ಸಬ್‌ಸ್ಟೆನ್ಸ್ ಆಕ್ಟ್) ಕಾಯ್ದೆ ಪ್ರಕಾರ ಮಾದಕ ವಸ್ತುಗಳ ಸೇವನೆ ಶಿಕ್ಷಾರ್ಹ ಅಪರಾಧವಾಗಿದೆ. ಯುವಜನರು ಮಾದಕ ವಸ್ತುಗಳ ಸೇವನೆಯಿಂದ ದೂರವಿರಬೇಕು ಎಂದು ಅಬಕಾರಿ ಇಲಾಖೆಯ ಅಧಿಕಾರಿ ಕೆ.ಶಿವಕುಮಾರ್ ಹೇಳಿದರು. ನಗರದ ಕಾಲೇಜಿನಲ್ಲಿ ಆಯೋಜಿಸಿದ್ದ ಮಾದಕ ವಸ್ತುಗಳ ದುರ್ಬಳಕೆ ತಡೆ ಜಾಗೃತಿ ಕಾರ್ಯಕ್ರಮದಲ್ಲಿ ಮಾತನಾಡಿದ ಅವರು, ಮಾದಕ ವಸ್ತುಗಳ ಸೇವನೆಯಿಂದ ದೇಹದ ಮೇಲೆ ದುಷ್ಪರಿಣಾಮ ಉಂಟಾಗುತ್ತದೆ. ಮಾದಕ ವ್ಯಸನಿ ವ್ಯಕ್ತಿಯ ಕುಟುಂಬ ಆರ್ಥಿಕವಾಗಿ ಹಾಗೂ ಸಾಮಾಜಿಕವಾಗಿ ಕುಸಿಯುತ್ತದೆ. ವಿದ್ಯಾರ್ಥಿಗಳು ಉತ್ತಮ ಆರೋಗ್ಯಕರ ಜೀವನಶೈಲಿ ರೂಢಿಸಿಕೊಳ್ಳಬೇಕು ಎಂದರು. ಅಬಕಾರಿ ಇಲಾಖೆ ಹಾಗೂ ಪೊಲೀಸ್ ಇಲಾಖೆಯ ಸಹಯೋಗದಲ್ಲಿ ಕಾರ್ಯಕ್ರಮ ನಡೆಯಿತು. ಪ್ರಾಂಶುಪಾಲರು, ಉಪನ್ಯಾಸಕರು ಹಾಗೂ ವಿದ್ಯಾರ್ಥಿಗಳು ಉಪಸ್ಥಿತರಿದ್ದರು. — [45, 1489, 890, 1554]
a2-byline-block — [904, 198, 1105, 226]
a7-byline: ಕನ್ನಡನಾಡು ವಾರ್ತೆ — [904, 1380, 979, 1394]
a2-headline — [904, 87, 1477, 194]
a4-headline-line2: ಸಮುದಾಯದ ಸಹಭಾಗಿತ್ವ ಬಹುಮುಖ್ಯ — [162, 634, 777, 692]
date: ಶನಿವಾರ 23 ಆಗಸ್ಟ್ 2025 — [1208, 47, 1397, 70]
yellow-dot — [1418, 2382, 1434, 2397]
a1-headline — [45, 87, 890, 199]
a8-photo — [331, 1697, 890, 1864]
a4-byline: ಕನ್ನಡನಾಡು ವಾರ್ತೆ — [45, 935, 119, 949]
column-divider — [896, 1606, 898, 1984]
a4-photo — [45, 718, 601, 929]
a5-body: ಚಿತ್ರದುರ್ಗದ ಸರ್ಕಾರಿ ಮಹಿಳಾ ಕಾಲೇಜಿನಲ್ಲಿ ಬಿಎ ವ್ಯಾಸಂಗ ಮಾಡುತ್ತಿದ್ದ ಗೋನೂರು ಗ್ರಾಮದ ವಿದ್ಯಾರ್ಥಿನಿಯನ್ನು ಅಮಾನುಷವಾಗಿ ಕೊಲೆ ಮಾಡಿರುವ ಆರೋಪಿಗಳಿಗೆ ತಕ್ಕ ಶಿಕ್ಷೆಯಾಗಬೇಕು ಎಂದು ಒತ್ತಾಯಿಸಿ ವಿವಿಧ ಸಂಘಟನೆಗಳ ಕಾರ್ಯಕರ್ತರು ನಗರದಲ್ಲಿ ಪ್ರತಿಭಟನೆ ನಡೆಸಿದರು. ವಿದ್ಯಾರ್ಥಿನಿಯರ ಮೇಲೆ ನಡೆಯುತ್ತಿರುವ ದೌರ್ಜನ್ಯ ತಡೆಗಟ್ಟಲು ಸರ್ಕಾರ ಕಠಿಣ ಕ್ರಮ ಕೈಗೊಳ್ಳಬೇಕು. ಆರೋಪಿಗಳನ್ನು ಶೀಘ್ರವಾಗಿ ಬಂಧಿಸಿ ಕಾನೂನು ರೀತಿಯ ಕ್ರಮ ಜರುಗಿಸಬೇಕು. ಮೃತ ವಿದ್ಯಾರ್ಥಿನಿಯ ಕುಟುಂಬಕ್ಕೆ ಸೂಕ್ತ ಪರಿಹಾರ ನೀಡಬೇಕು ಎಂದು ಆಗ್ರಹಿಸಿದರು. ಪ್ರಕರಣದ ತನಿಖೆಯನ್ನು ತ್ವರಿತಗತಿಯಲ್ಲಿ ನಡೆಸಿ ತಪ್ಪಿತಸ್ಥರಿಗೆ ಕಠಿಣ ಶಿಕ್ಷೆ ವಿಧಿಸಬೇಕು ಎಂದು ಒತ್ತಾಯಿಸಿ ಜಿಲ್ಲಾಧಿಕಾರಿಗಳ ಮೂಲಕ ಮುಖ್ಯಮಂತ್ರಿಗಳಿಗೆ ಮನವಿ ಸಲ್ಲಿಸಿದರು. ಪ್ರತಿಭಟನೆಯಲ್ಲಿ ಸಂಘಟನೆಯ ಜಿಲ್ಲಾ ಅಧ್ಯಕ್ಷ ಎಂ.ರುದ್ರಪ್ಪ, ತಾಲೂಕು ಅಧ್ಯಕ್ಷ ತಿಪ್ಪೇಸ್ವಾಮಿ, ಹೆಚ್.ತಿಮ್ಮಣ್ಣ, ನಾಗರಾಜು, ರಾಮಚಂದ್ರ, ಸುರೇಶ್, ಲೋಕೇಶ್ ಸೇರಿದಂತೆ ಹಲವರು ಪಾಲ್ಗೊಂಡಿದ್ದರು. — [904, 981, 1477, 1098]
black-dot — [114, 2383, 128, 2397]
a1-headline-line1: ಮೌಲ್ಯಗಳು ಮಾತಿನಲ್ಲಿ ಅಲ್ಲ ನಡೆ-ನುಡಿಯಲ್ಲಿ — [122, 87, 813, 144]
magenta-dot — [75, 2383, 89, 2397]
a4-dateline: ಚಿತ್ರದುರ್ಗ, ಆ.22: — [45, 949, 125, 962]
page-number: 04 — [46, 37, 94, 77]
a6-banner-text: ಮಾದಕ ವಸ್ತುಗಳ ದುರ್ಬಳಕೆ ತಡೆ ಜಾಗೃತಿ ಕಾರ್ಯಕ್ರಮ — [277, 1271, 471, 1284]
a9-caption: ತಾಲೂಕು ಯೋಜನಾಧಿಕಾರಿಯವರಾದ ಮಂಜುನಾಥ್ ನಾಯ್ಕ್ ಕೃಷಿ ಮೇಲ್ವಿಚಾರಕರಾದ ಚನ್ನಪ್ಪ ಪ್ರಬಂಧಕರಾದ ಸುನೀಲ್ ಉಪಸ್ಥಿತರಿದ್ದರು. — [1096, 1931, 1477, 1961]
a8-dateline: ಹೊಸನಗರ, ಆ.22: — [45, 1711, 127, 1724]
black-dot — [1438, 2383, 1452, 2397]
a1-caption: ಈ ಸಂದರ್ಭದಲ್ಲಿ ಉಪಸ್ಥಿತರ ವೇದಮೂರ್ತಿ ಶ್ರೀ ಪ್ರಧಾನ ಅರ್ಚಕ ವಿನಯ್ ಕುಮಾರ್ ನೇತೃತ್ವದಲ್ಲಿ ವಿಶೇಷ ಪೂಜೆ ಆಯೋಜಿಸಲಾಗಿತ್ತು. ಧಾರ್ಮಿಕ ಕಾರ್ಯಕ್ರಮದಲ್ಲಿ ಪಾಲ್ಗೊಂಡ ಭಕ್ತರಿಗೆ ದೇವಾಲಯ ಸಮಿತಿ ವತಿಯಿಂದ ಪ್ರಸಾದ ವಿತರಣೆ ಮಾಡಲಾಯಿತು. ಕಾರ್ಯಕ್ರಮದಲ್ಲಿ ದೇವಾಲಯ ಸಮಿತಿ ಅಧ್ಯಕ್ಷ ಕೆ.ಎಂ.ಸುರೇಶ್, ಕಾರ್ಯದರ್ಶಿ ಜಗದೀಶ್, ಖಜಾಂಚಿ ಕೆ.ಆರ್.ರಮೇಶ್, ಮಂಜುನಾಥ್, ನಾಗರಾಜು, ಪಾರ್ವತಮ್ಮ ಸೇರಿದಂತೆ ಹಲವರು ಹಾಜರಿದ್ದರು. — [331, 462, 888, 509]
a6-headline: ಮಾದಕ ವಸ್ತುಗಳ ಸೇವನೆ ಶಿಕ್ಷಾರ್ಹ ಅಪರಾಧ — [146, 1174, 789, 1226]
magenta-dot — [926, 2383, 940, 2397]
a8-byline-block — [45, 1697, 323, 1725]
cyan-dot — [1380, 2383, 1395, 2397]
a4-byline-block — [45, 935, 323, 963]
a5-dateline: ಚಿತ್ರದುರ್ಗ, ಆ.22: — [904, 960, 984, 973]
a1-byline-block — [45, 220, 323, 248]
a10-byline: ಕನ್ನಡನಾಡು ವಾರ್ತೆ — [45, 2070, 119, 2084]
a3-byline: ಕನ್ನಡನಾಡು ವಾರ್ತೆ — [904, 534, 979, 548]
a9-body: ಹೊಸಪೇಟೆ ನಗರದ ಸಾಯಿ ಬಿಸ್ವಾಸ್ ಸೇವಾ ಸೊಸೈಟಿ ಚೇತನ ವಸತಿ ಶಾಲೆಗೆ ಇದರ ಆಡಳಿತದಲ್ಲಿ ನಡೆಯುತ್ತಿರುವ ಬುದ್ಧಿಮಾಂದ್ಯ ವಿಕಲಚೇತನ ಮಕ್ಕಳ ತರಬೇತಿ ಕೇಂದ್ರದ ಅಭಿವೃದ್ಧಿಗಾಗಿ ಬುಧವಾರ ಶ್ರೀ ಕ್ಷೇತ್ರ ಧರ್ಮಸ್ಥಳ ಗ್ರಾಮಾಭಿವೃದ್ಧಿ ಯೋಜನೆ ವತಿಯಿಂದ ಸಮುದಾಯ ಅಭಿವೃದ್ಧಿ ಕಾರ್ಯಕ್ರಮದಡಿ ಮಂಜೂರಾದ ರೂ. 300000/- ಮೊತ್ತದ ಡಿಡಿಯನ್ನು ಸಂಸ್ಥೆಯ ಜಿಲ್ಲಾ ನಿರ್ದೇಶಕರಾದ ಶ್ರೀ ಸತೀಶ್ ಶೆಟ್ಟಿ ಅವರು ಹಸ್ತಾಂತರಿಸಿದರು. ಈ ಸಂದರ್ಭದಲ್ಲಿ ಚೇತನ ವಸತಿ ಶಾಲೆಯ ಅಧ್ಯಕ್ಷರಾದ ಶ್ರೀಮತಿ ಅರುಣ ಹಾಗೂ ಇತರರು ಉಪಸ್ಥಿತರಿದ್ದರು. ಶ್ರೀ ಕ್ಷೇತ್ರದ ಧರ್ಮಾಧಿಕಾರಿ ಡಾ.ಡಿ.ವೀರೇಂದ್ರ ಹೆಗ್ಗಡೆ ಅವರಿಗೆ ಸಂಸ್ಥೆಯ ಪರವಾಗಿ ಕೃತಜ್ಞತೆ ಸಲ್ಲಿಸಿದರು. — [904, 1721, 1088, 1959]
a10-caption: ಶಿಕ್ಷಣದ ಸಾಮಾನ್ಯ ಕಾನೂನು ಜ್ಞಾನ ಮಹಿಳೆಯರು ಪಡೆದುಕೊಂಡಿದ್ದಲ್ಲಿ ಸಂಸಾರವು ಸುಖಕರವಾಗಿ ಸಾಗಲಿದೆ. — [331, 2315, 716, 2329]
